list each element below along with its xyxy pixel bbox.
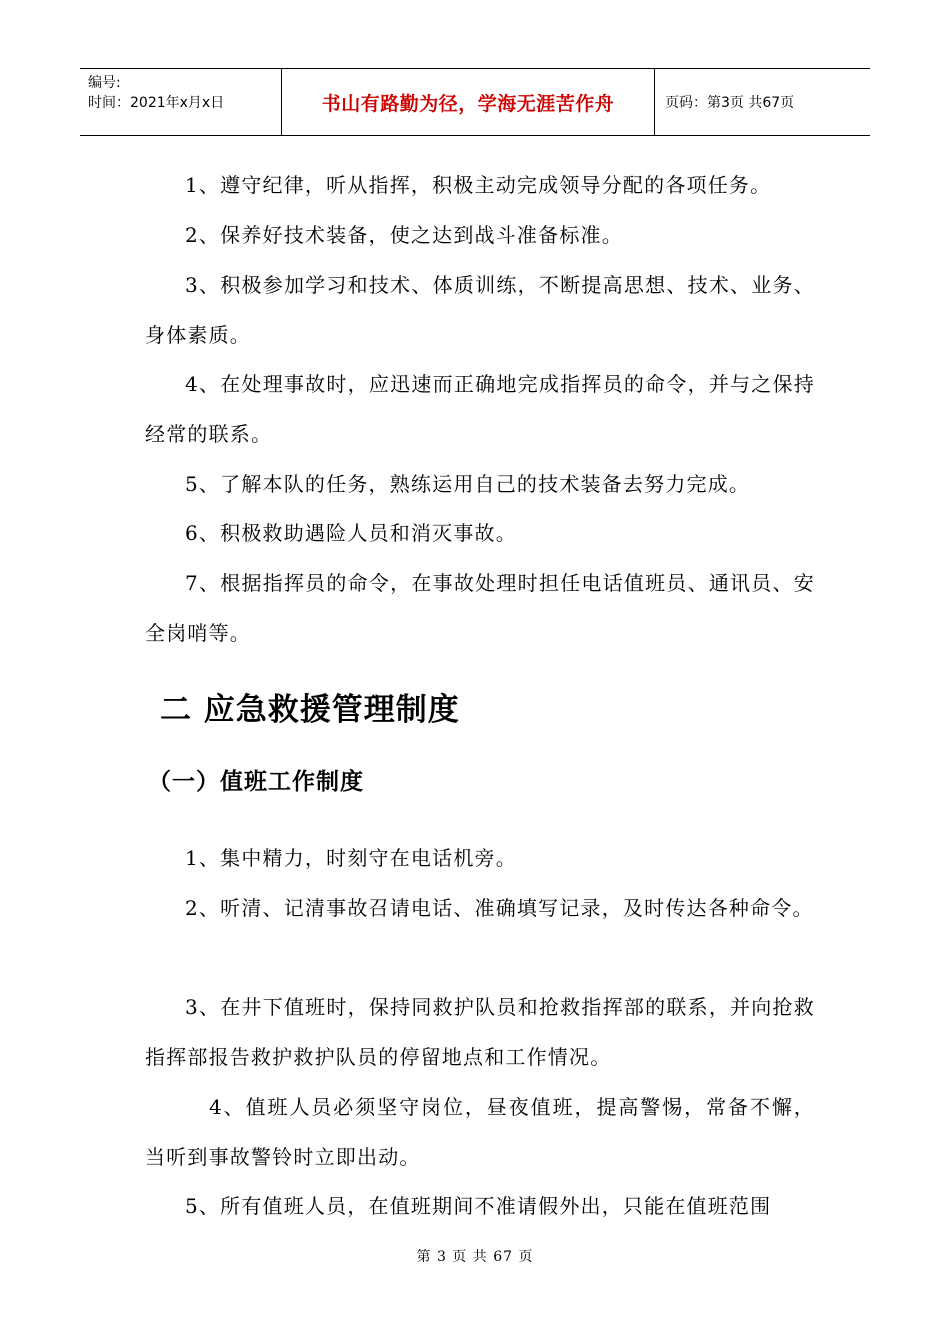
paragraph: 4、值班人员必须坚守岗位，昼夜值班，提高警惕，常备不懈，当听到事故警铃时立即出动。 <box>145 1095 815 1169</box>
doc-number-label: 编号: <box>88 75 121 91</box>
paragraph: 2、保养好技术装备，使之达到战斗准备标准。 <box>185 223 623 247</box>
paragraph: 5、所有值班人员，在值班期间不准请假外出，只能在值班范围 <box>185 1194 772 1218</box>
header-meta-cell <box>80 69 282 135</box>
paragraph: 3、积极参加学习和技术、体质训练，不断提高思想、技术、业务、身体素质。 <box>145 273 815 347</box>
header-motto: 书山有路勤为径，学海无涯苦作舟 <box>282 69 655 135</box>
paragraph: 1、集中精力，时刻守在电话机旁。 <box>185 846 517 870</box>
paragraph: 3、在井下值班时，保持同救护队员和抢救指挥部的联系，并向抢救指挥部报告救护救护队员的停留地点和工作情况。 <box>145 995 815 1069</box>
paragraph: 4、在处理事故时，应迅速而正确地完成指挥员的命令，并与之保持经常的联系。 <box>145 372 815 446</box>
subsection-heading: （一）值班工作制度 <box>148 769 364 795</box>
paragraph: 7、根据指挥员的命令，在事故处理时担任电话值班员、通讯员、安全岗哨等。 <box>145 571 815 645</box>
paragraph: 6、积极救助遇险人员和消灭事故。 <box>185 521 517 545</box>
doc-time-label: 时间：2021年x月x日 <box>88 95 225 111</box>
header-table <box>80 68 870 136</box>
paragraph: 1、遵守纪律，听从指挥，积极主动完成领导分配的各项任务。 <box>185 173 772 197</box>
section-heading: 二 应急救援管理制度 <box>160 692 460 728</box>
paragraph: 5、了解本队的任务，熟练运用自己的技术装备去努力完成。 <box>185 472 751 496</box>
page-footer: 第 3 页 共 67 页 <box>416 1249 534 1265</box>
paragraph: 2、听清、记清事故召请电话、准确填写记录，及时传达各种命令。 <box>185 896 814 920</box>
header-page-info: 页码：第3页 共67页 <box>665 95 795 111</box>
